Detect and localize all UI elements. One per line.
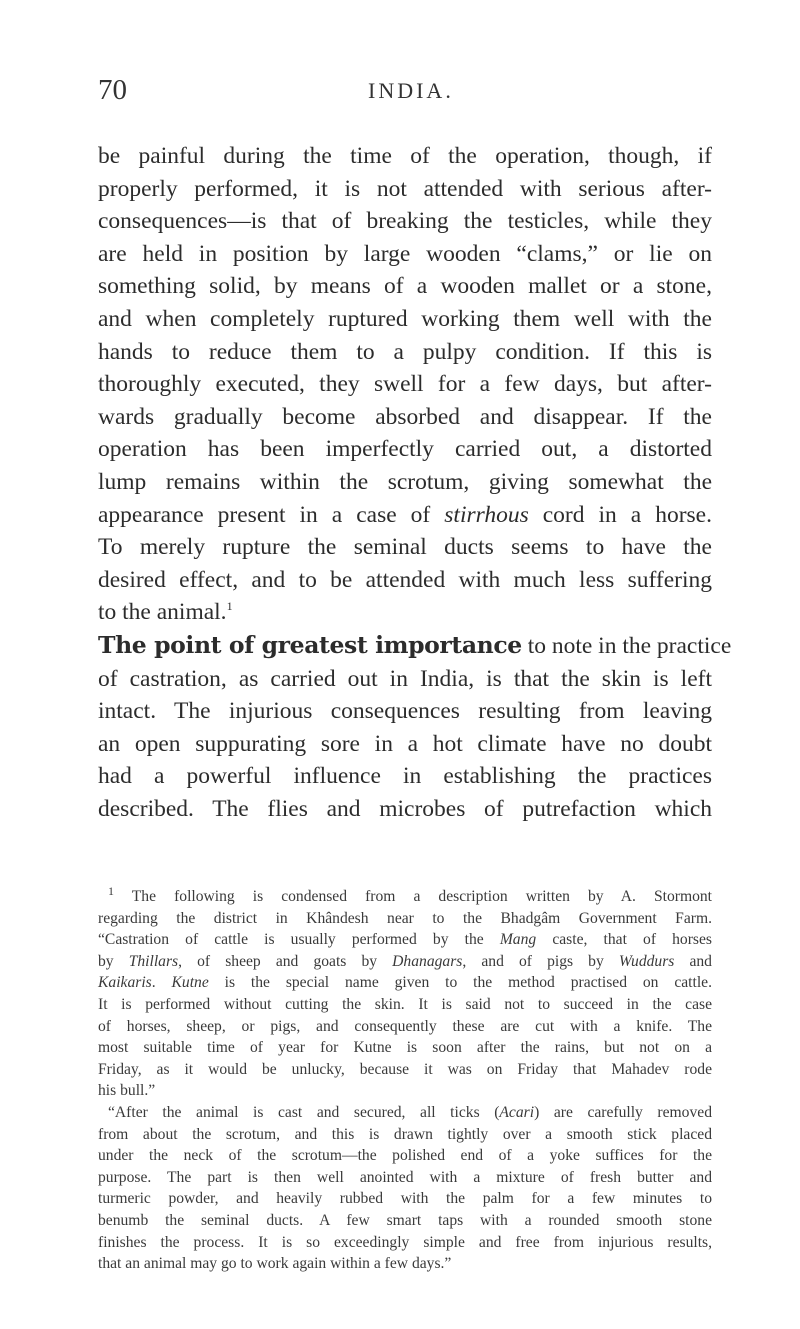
footnotes: [98, 883, 713, 1275]
footnote-line: It is performed without cutting the skin. It is said not to succeed in the case: [98, 995, 712, 1013]
italic-term: Thillars: [128, 952, 179, 970]
text-segment: caste, that of horses: [552, 931, 712, 949]
text-segment: , and of pigs by: [462, 952, 604, 970]
text-line: lump remains within the scrotum, giving somewhat the: [98, 468, 712, 495]
text-segment: .: [151, 974, 172, 992]
footnote-line: turmeric powder, and heavily rubbed with the palm for a few minutes to: [98, 1190, 712, 1208]
footnote-line: Friday, as it would be unlucky, because it was on Friday that Mahadev rode: [98, 1060, 712, 1078]
text-line: hands to reduce them to a pulpy condition. If this is: [98, 338, 712, 365]
italic-term: Mang: [499, 931, 537, 949]
text-segment: The following is condensed from a description written by A. Stormont: [131, 888, 713, 905]
text-segment: “Castration of cattle is usually performed by the: [98, 931, 484, 949]
italic-term: Wuddurs: [618, 952, 675, 970]
text-line: and when completely ruptured working them well with the: [98, 305, 712, 332]
footnote-line: that an animal may go to work again within a few days.”: [98, 1255, 452, 1273]
footnote-line: [98, 951, 712, 973]
italic-term: Kaikaris: [98, 974, 152, 992]
running-title: INDIA.: [368, 78, 454, 103]
text-segment: , of sheep and goats by: [178, 952, 378, 970]
footnote-line: under the neck of the scrotum—the polished end of a yoke suffices for the: [98, 1147, 712, 1165]
text-line: something solid, by means of a wooden mallet or a stone,: [98, 273, 712, 300]
italic-term: Kutne: [171, 974, 209, 992]
text-line: thoroughly executed, they swell for a few days, but after-: [98, 371, 712, 398]
paragraph-start-line: [98, 629, 732, 663]
text-line: are held in position by large wooden “clams,” or lie on: [98, 240, 712, 267]
text-line: consequences—is that of breaking the testicles, while they: [98, 208, 712, 235]
footnote-line: [98, 1102, 712, 1124]
footnote-line: [98, 972, 712, 994]
footnote-line: finishes the process. It is so exceedingly simple and free from injurious results,: [98, 1233, 712, 1251]
text-line: described. The flies and microbes of putrefaction which: [98, 795, 712, 822]
text-segment: appearance present in a case of: [98, 501, 445, 528]
page-number: 70: [98, 74, 127, 106]
footnote-marker: 1: [108, 883, 114, 898]
text-line: wards gradually become absorbed and disappear. If the: [98, 403, 712, 430]
footnote-line: from about the scrotum, and this is drawn tightly over a smooth stick placed: [98, 1125, 712, 1143]
footnote-line: his bull.”: [98, 1082, 156, 1100]
italic-term: stirrhous: [444, 501, 529, 528]
italic-term: Dhanagars: [392, 952, 463, 970]
text-segment: by: [98, 952, 114, 970]
footnote-line: of horses, sheep, or pigs, and consequently these are cut with a knife. The: [98, 1017, 712, 1035]
footnote-line: benumb the seminal ducts. A few smart taps with a rounded smooth stone: [98, 1211, 712, 1229]
text-line: operation has been imperfectly carried out, a distorted: [98, 436, 712, 463]
footnote-line: regarding the district in Khândesh near to the Bhadgâm Government Farm.: [98, 909, 712, 927]
paragraph-end-line: [98, 596, 712, 629]
text-line: be painful during the time of the operation, though, if: [98, 143, 712, 169]
text-segment: “After the animal is cast and secured, all ticks (: [108, 1103, 500, 1121]
bold-lead-in: The point of greatest importance: [98, 630, 522, 659]
footnote-line: [98, 883, 713, 908]
main-text: [98, 140, 732, 825]
text-line-with-italic: [98, 499, 712, 532]
footnote-line: purpose. The part is then well anointed with a mixture of fresh butter and: [98, 1168, 712, 1186]
text-line: To merely rupture the seminal ducts seems to have the: [98, 534, 712, 561]
text-line: had a powerful influence in establishing the practices: [98, 763, 712, 790]
italic-term: Acari: [499, 1103, 535, 1121]
text-segment: is the special name given to the method practised on cattle.: [208, 974, 712, 992]
text-line: desired effect, and to be attended with much less suffering: [98, 566, 712, 593]
footnote-line: most suitable time of year for Kutne is soon after the rains, but not on a: [98, 1039, 712, 1057]
text-line: intact. The injurious consequences resulting from leaving: [98, 698, 712, 725]
text-segment: cord in a horse.: [528, 501, 712, 528]
text-segment: to the animal.: [98, 599, 227, 626]
text-segment: to note in the practice: [521, 632, 732, 659]
text-line: of castration, as carried out in India, is that the skin is left: [98, 665, 712, 692]
text-line: properly performed, it is not attended with serious after-: [98, 175, 712, 202]
footnote-line: [98, 929, 712, 951]
footnote-reference[interactable]: 1: [226, 599, 233, 614]
text-line: an open suppurating sore in a hot climate have no doubt: [98, 730, 712, 757]
text-segment: and: [689, 952, 712, 970]
text-segment: ) are carefully removed: [534, 1103, 712, 1121]
page-header: [98, 74, 692, 108]
